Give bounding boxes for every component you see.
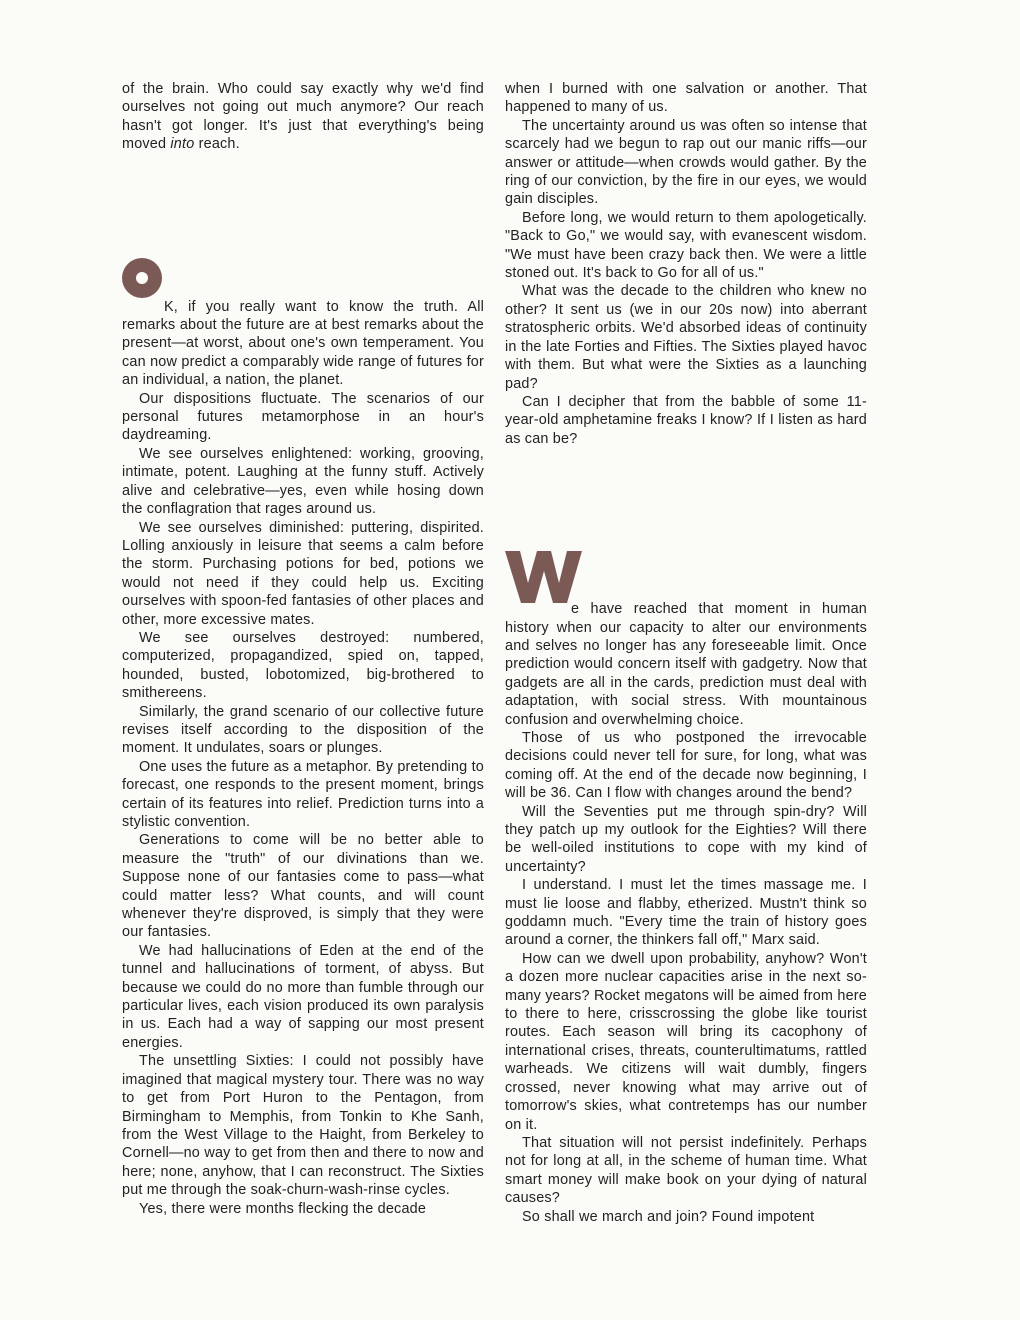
paragraph: Generations to come will be no better able to measure the "truth" of our divinations than we. Suppose none of our fantasies come to pass—what could matter less? What counts, and will count whenever they're disproved, is simply that they were our fantasies.: [122, 832, 484, 941]
right-column: [505, 80, 867, 1226]
paragraph: That situation will not persist indefinitely. Perhaps not for long at all, in the scheme of human time. What smart money will make book on your dying of natural causes?: [505, 1134, 867, 1207]
paragraph: We see ourselves enlightened: working, grooving, intimate, potent. Laughing at the funny stuff. Actively alive and celebrative—yes, even while hosing down the conflagration that rages around us.: [122, 445, 484, 518]
paragraph: We see ourselves destroyed: numbered, computerized, propagandized, spied on, tapped, hounded, busted, lobotomized, big-brothered to smithereens.: [122, 629, 484, 702]
paragraph: We had hallucinations of Eden at the end of the tunnel and hallucinations of torment, of abyss. But because we could do no more than fumble through our particular lives, each vision produced its own paralysis in us. Each had a way of sapping our most present energies.: [122, 942, 484, 1051]
paragraph: The unsettling Sixties: I could not possibly have imagined that magical mystery tour. There was no way to get from Port Huron to the Pentagon, from Birmingham to Memphis, from Tonkin to Khe Sanh, from the West Village to the Haight, from Berkeley to Cornell—no way to get from then and there to now and here; none, anyhow, that I can reconstruct. The Sixties put me through the soak-churn-wash-rinse cycles.: [122, 1053, 484, 1199]
dropcap-w: [505, 551, 585, 603]
section-start-o: [122, 298, 484, 390]
paragraph: Yes, there were months flecking the decade: [139, 1200, 427, 1217]
paragraph: So shall we march and join? Found impotent: [522, 1208, 815, 1225]
paragraph: We see ourselves diminished: puttering, dispirited. Lolling anxiously in leisure that seems a calm before the storm. Purchasing potions for bed, potions we would not need if they could help us. Exciting ourselves with spoon-fed fantasies of other places and other, more excessive mates.: [122, 519, 484, 628]
paragraph: What was the decade to the children who knew no other? It sent us (we in our 20s now) into aberrant stratospheric orbits. We'd absorbed ideas of continuity in the late Forties and Fifties. The Sixties played havoc with them. But what were the Sixties as a launching pad?: [505, 283, 867, 392]
left-column: [122, 80, 484, 1218]
section-start-w: [505, 600, 867, 729]
paragraph: How can we dwell upon probability, anyhow? Won't a dozen more nuclear capacities arise in the next so-many years? Rocket megatons will be aimed from here to there to here, crisscrossing the globe like tourist routes. Each season will bring its cacophony of international crises, threats, counterultimatums, rattled warheads. We citizens will wait dumbly, fingers crossed, never knowing what may arrive out of tomorrow's skies, what contretemps has our number on it.: [505, 950, 867, 1133]
paragraph: K, if you really want to know the truth. All remarks about the future are at best remarks about the present—at worst, about one's own temperament. You can now predict a comparably wide range of futures for an individual, a nation, the planet.: [122, 298, 484, 389]
paragraph: Those of us who postponed the irrevocable decisions could never tell for sure, for long, what was coming off. At the end of the decade now beginning, I will be 36. Can I flow with changes around the bend?: [505, 729, 867, 802]
paragraph: I understand. I must let the times massage me. I must lie loose and flabby, etherized. Mustn't think so goddamn much. "Every time the train of history goes around a corner, the thinkers fall off," Marx said.: [505, 877, 867, 949]
paragraph: One uses the future as a metaphor. By pretending to forecast, one responds to the present moment, brings certain of its features into relief. Prediction turns into a stylistic convention.: [122, 758, 484, 830]
section-break: [505, 448, 867, 524]
emphasis: into: [170, 136, 195, 153]
paragraph: when I burned with one salvation or another. That happened to many of us.: [505, 81, 867, 116]
paragraph: Similarly, the grand scenario of our collective future revises itself according to the disposition of the moment. It undulates, soars or plunges.: [122, 703, 484, 757]
paragraph: Will the Seventies put me through spin-dry? Will they patch up my outlook for the Eighties? Will there be well-oiled institutions to cope with my kind of uncertainty?: [505, 803, 867, 875]
paragraph: Our dispositions fluctuate. The scenarios of our personal futures metamorphose in an hour's daydreaming.: [122, 390, 484, 444]
paragraph: The uncertainty around us was often so intense that scarcely had we begun to rap out our manic riffs—our answer or attitude—when crowds would gather. By the ring of our conviction, by the fire in our eyes, we would gain disciples.: [505, 117, 867, 208]
dropcap-o: [122, 258, 162, 298]
paragraph: e have reached that moment in human history when our capacity to alter our environments and selves no longer has any foreseeable limit. Once prediction would concern itself with gadgetry. Now that gadgets are all in the cards, prediction must deal with adaptation, with social stress. With mountainous confusion and overwhelming choice.: [505, 601, 867, 728]
paragraph: Before long, we would return to them apologetically. "Back to Go," we would say, with evanescent wisdom. "We must have been crazy back then. We were a little stoned out. It's back to Go for all of us.": [505, 209, 867, 282]
paragraph: of the brain. Who could say exactly why we'd find ourselves not going out much anymore? Our reach hasn't got longer. It's just that everything's being moved into reach.: [122, 81, 484, 153]
paragraph: Can I decipher that from the babble of some 11-year-old amphetamine freaks I know? If I listen as hard as can be?: [505, 393, 867, 447]
section-break: [122, 154, 484, 226]
